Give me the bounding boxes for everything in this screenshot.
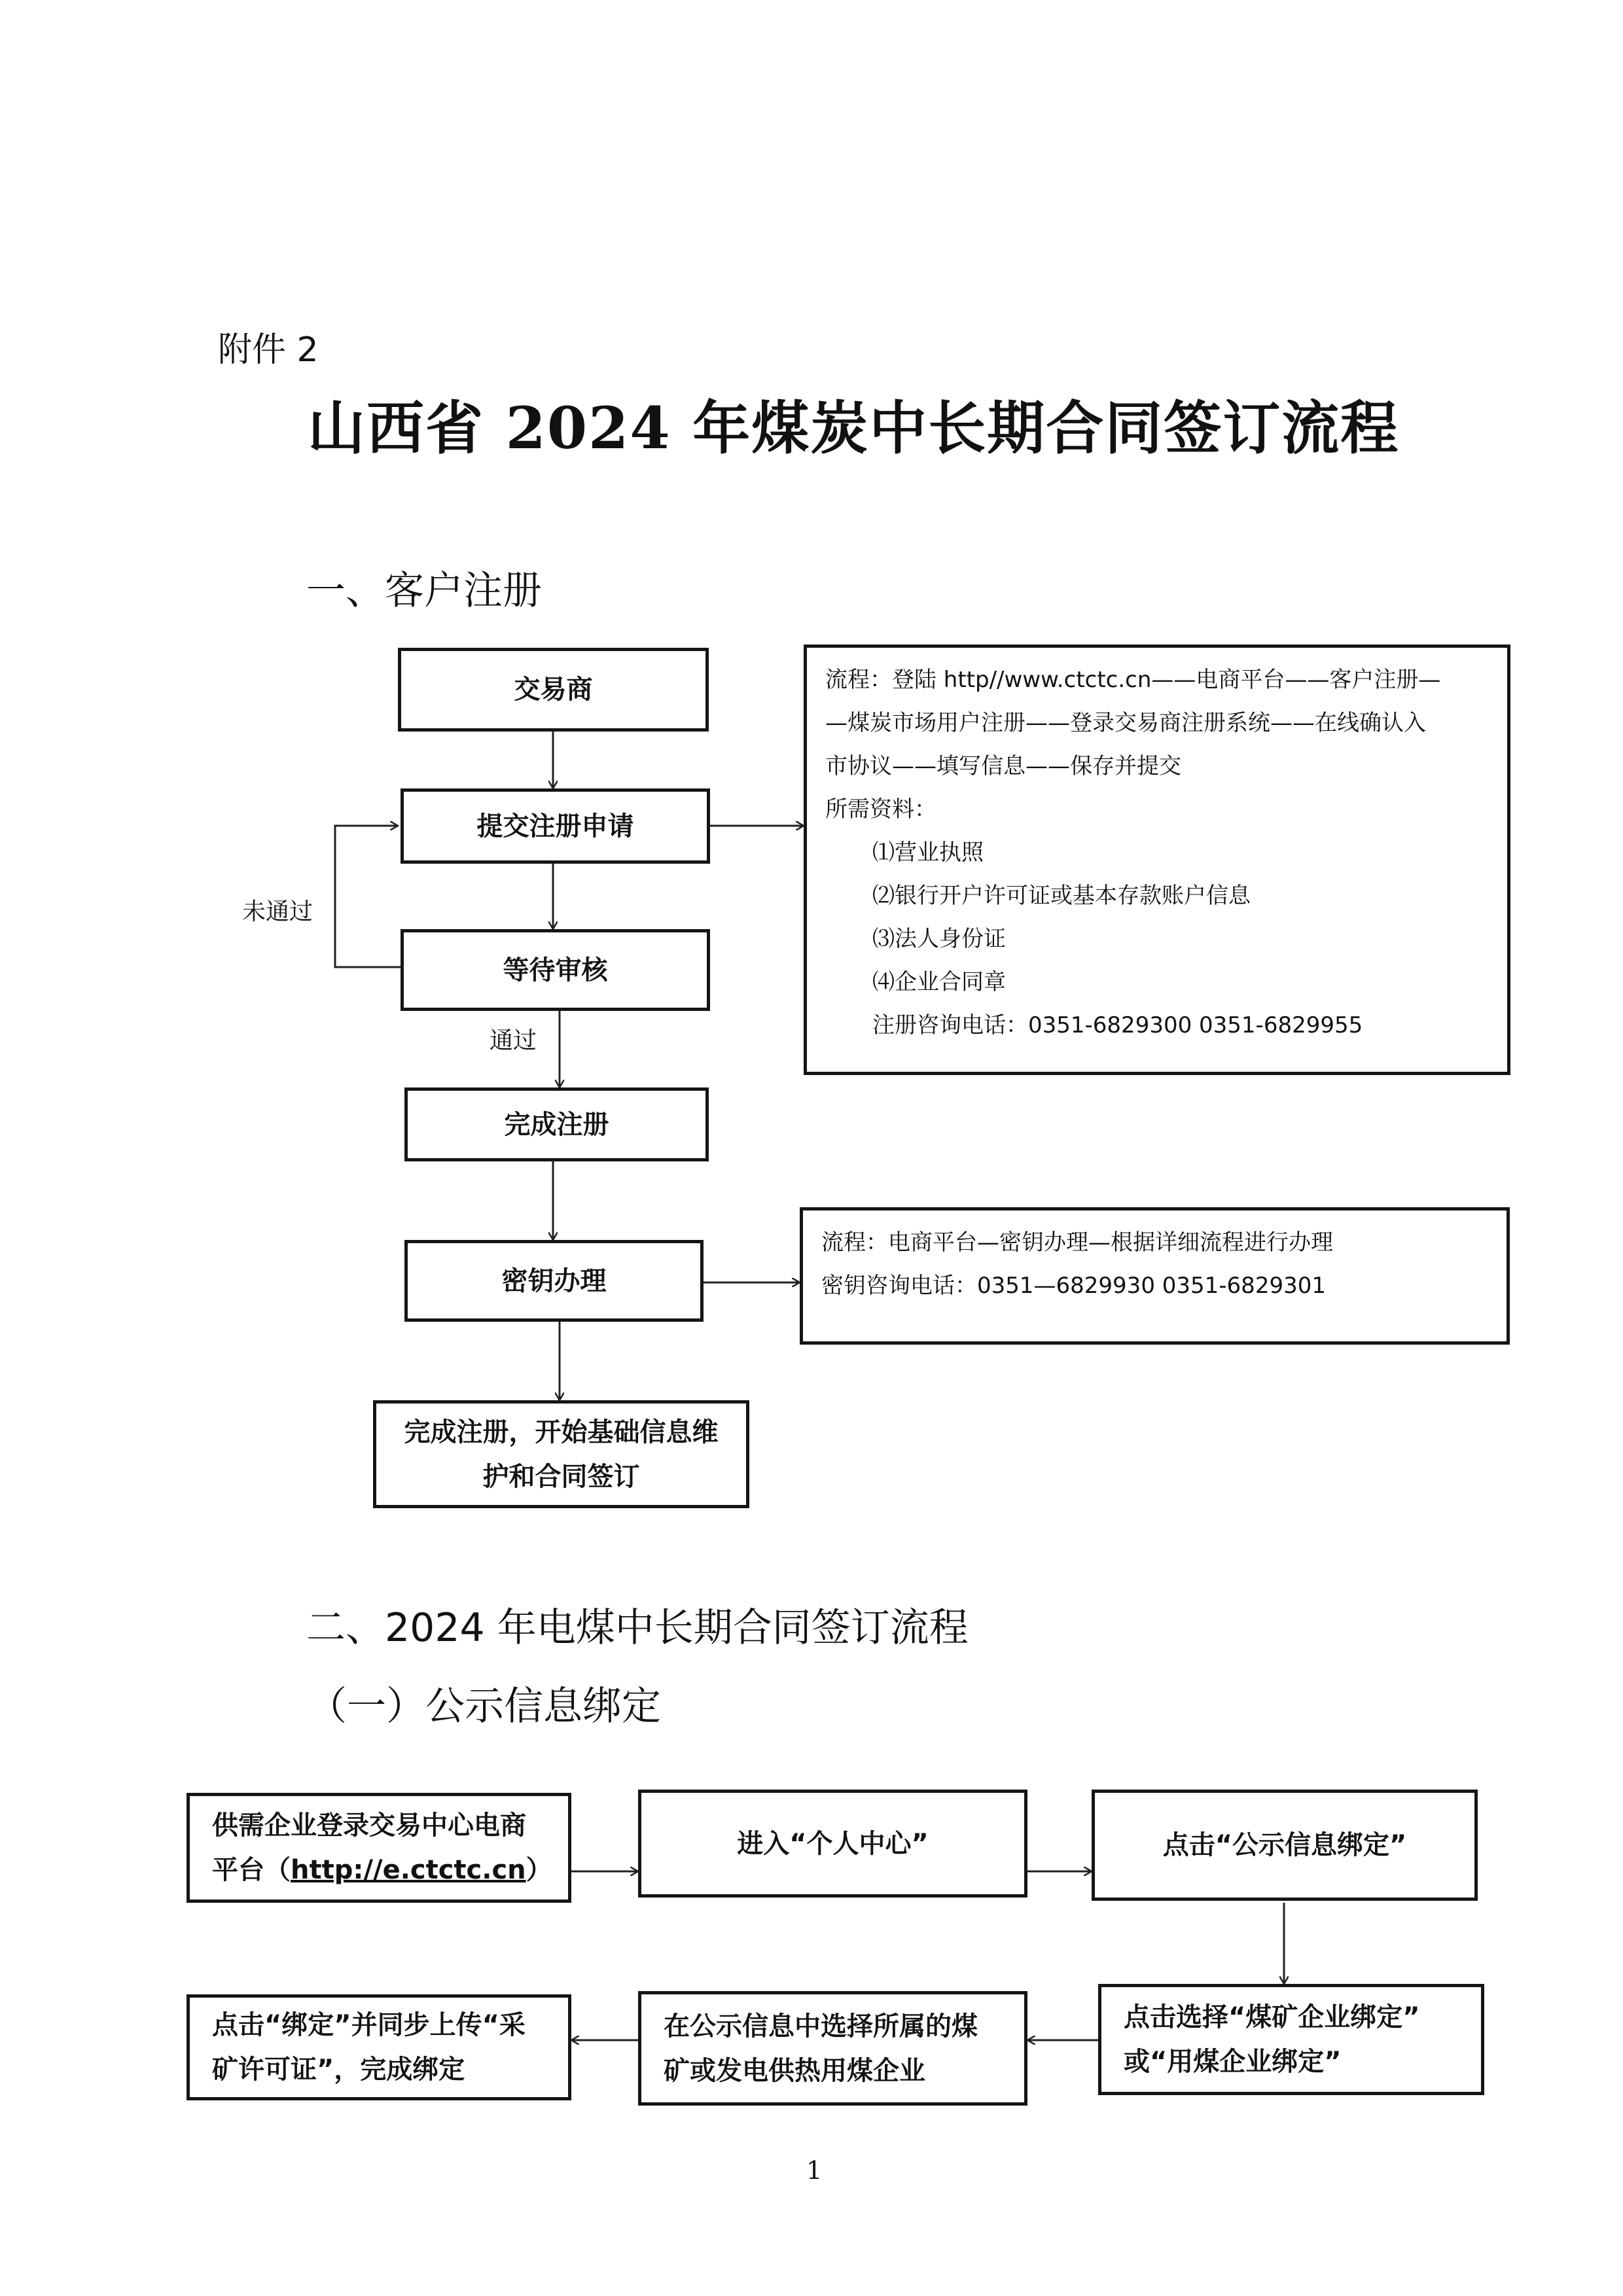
s2-step2-label: 进入“个人中心” (737, 1828, 929, 1859)
step-key-label: 密钥办理 (501, 1265, 607, 1296)
register-info-box (804, 645, 1510, 1075)
step-trader (398, 648, 709, 732)
page-number: 1 (806, 2156, 823, 2185)
register-info-line2: —煤炭市场用户注册——登录交易商注册系统——在线确认入 (825, 710, 1426, 736)
material-item: ⑷企业合同章 (872, 969, 1006, 995)
s2-step4-line2: 或“用煤企业绑定” (1124, 2047, 1342, 2077)
step-review-label: 等待审核 (503, 955, 608, 985)
label-not-passed: 未通过 (242, 898, 313, 925)
key-info-box (800, 1207, 1510, 1345)
s2-step1-line2 (212, 1848, 552, 1892)
step-submit-label: 提交注册申请 (476, 811, 634, 841)
material-item: ⑵银行开户许可证或基本存款账户信息 (872, 883, 1251, 909)
step-submit-application (401, 788, 710, 864)
final-step-line1: 完成注册，开始基础信息维 (404, 1417, 719, 1447)
final-step-line2: 护和合同签订 (482, 1461, 640, 1492)
s2-step5-line2: 矿或发电供热用煤企业 (664, 2055, 925, 2086)
register-info-line1: 流程：登陆 http//www.ctctc.cn——电商平台——客户注册— (825, 667, 1441, 693)
arrow-fail-loop (335, 826, 401, 967)
step-key-handling (404, 1240, 704, 1322)
material-item: ⑶法人身份证 (872, 926, 1006, 952)
platform-url: http://e.ctctc.cn (291, 1855, 526, 1885)
material-item: ⑴营业执照 (872, 839, 984, 866)
label-passed: 通过 (490, 1027, 537, 1054)
s2-step6-line1: 点击“绑定”并同步上传“采 (212, 2010, 526, 2040)
s2-step-personal-center (638, 1790, 1027, 1898)
s2-step1-suffix: ） (526, 1855, 552, 1885)
s2-step-public-info-bind (1092, 1790, 1478, 1901)
section1-heading: 一、客户注册 (306, 568, 542, 614)
key-info-phone: 密钥咨询电话：0351—6829930 0351-6829301 (821, 1273, 1326, 1299)
step-complete-label: 完成注册 (504, 1109, 609, 1140)
register-info-line3: 市协议——填写信息——保存并提交 (825, 753, 1181, 779)
s2-step-select-type (1098, 1984, 1484, 2095)
s2-step5-line1: 在公示信息中选择所属的煤 (664, 2011, 978, 2041)
s2-step-bind-upload (187, 1994, 571, 2100)
section2-heading: 二、2024 年电煤中长期合同签订流程 (306, 1605, 969, 1651)
s2-step1-line1: 供需企业登录交易中心电商 (212, 1810, 526, 1841)
s2-step-choose-enterprise (638, 1991, 1027, 2106)
attachment-label: 附件 2 (218, 330, 319, 370)
materials-title: 所需资料： (825, 796, 936, 822)
register-phone: 注册咨询电话：0351-6829300 0351-6829955 (872, 1012, 1363, 1038)
s2-step3-label: 点击“公示信息绑定” (1162, 1830, 1407, 1860)
s2-step1-prefix: 平台（ (212, 1855, 291, 1885)
step-final (373, 1400, 749, 1508)
step-await-review (401, 929, 710, 1011)
key-info-line1: 流程：电商平台—密钥办理—根据详细流程进行办理 (821, 1229, 1333, 1256)
section2-subheading: （一）公示信息绑定 (308, 1684, 661, 1729)
s2-step4-line1: 点击选择“煤矿企业绑定” (1124, 2002, 1420, 2032)
s2-step-login (187, 1793, 571, 1903)
step-complete-registration (404, 1087, 709, 1161)
page-title: 山西省 2024 年煤炭中长期合同签订流程 (308, 394, 1400, 462)
s2-step6-line2: 矿许可证”，完成绑定 (212, 2055, 465, 2085)
step-trader-label: 交易商 (514, 675, 593, 705)
